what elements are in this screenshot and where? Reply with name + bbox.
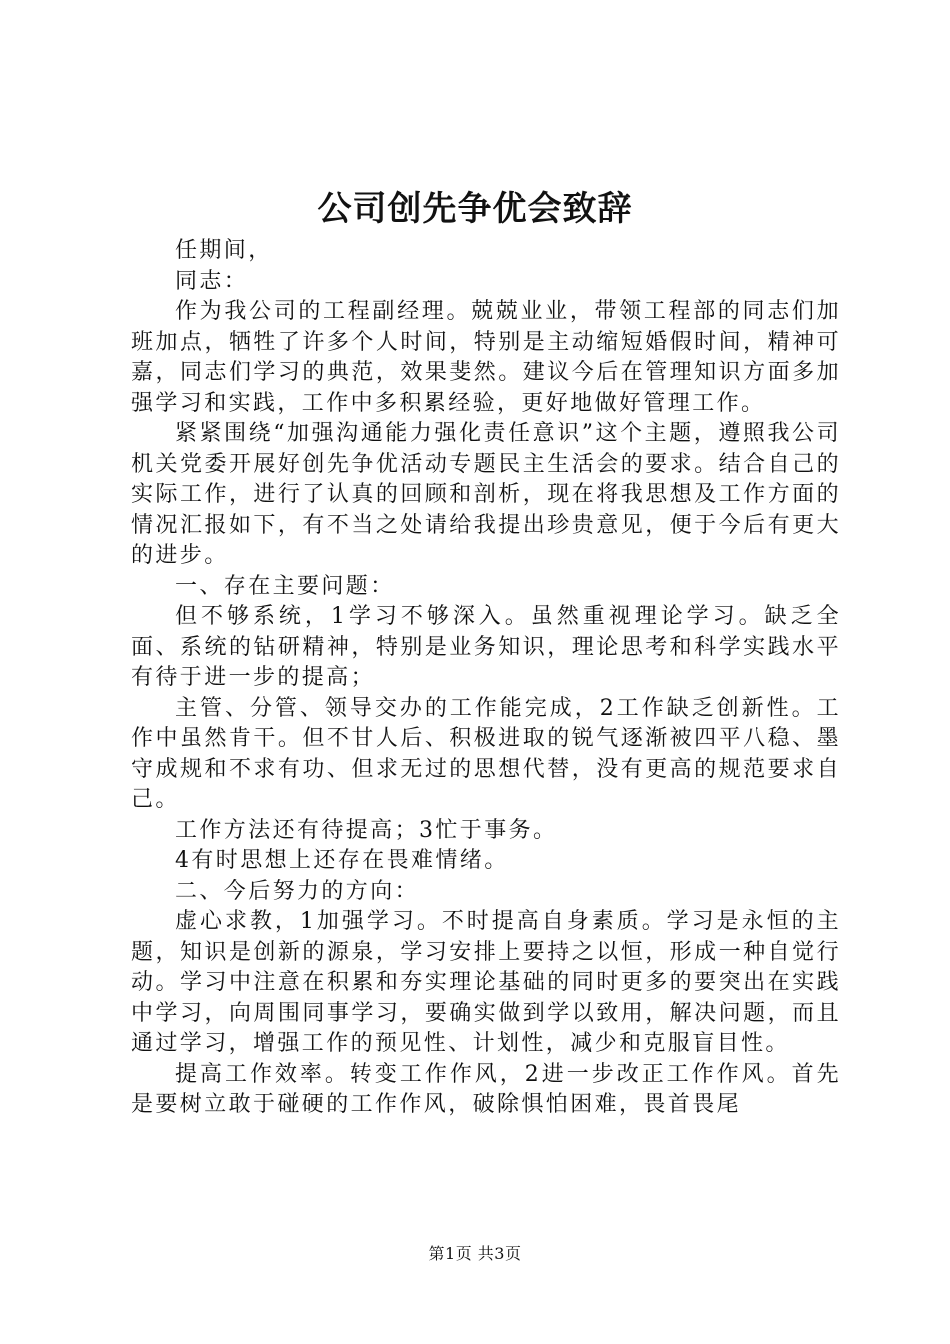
section-heading: 二、今后努力的方向： bbox=[175, 878, 420, 904]
paragraph: 提高工作效率。转变工作作风，2进一步改正工作作风。首先是要树立敢于碰硬的工作作风，破除惧怕困难，畏首畏尾 bbox=[131, 1061, 841, 1117]
paragraph: 但不够系统，1学习不够深入。虽然重视理论学习。缺乏全面、系统的钻研精神，特别是业务知识，理论思考和科学实践水平有待于进一步的提高； bbox=[131, 604, 841, 690]
paragraph: 4有时思想上还存在畏难情绪。 bbox=[175, 848, 509, 873]
paragraph: 工作方法还有待提高；3忙于事务。 bbox=[175, 817, 558, 843]
paragraph: 主管、分管、领导交办的工作能完成，2工作缺乏创新性。工作中虽然肯干。但不甘人后、积极进取的锐气逐渐被四平八稳、墨守成规和不求有功、但求无过的思想代替，没有更高的规范要求自己。 bbox=[131, 695, 841, 812]
paragraph: 虚心求教，1加强学习。不时提高自身素质。学习是永恒的主题，知识是创新的源泉，学习安排上要持之以恒，形成一种自觉行动。学习中注意在积累和夯实理论基础的同时更多的要突出在实践中学习，向周围同事学习，要确实做到学以致用，解决问题，而且通过学习，增强工作的预见性、计划性，减少和克服盲目性。 bbox=[131, 909, 841, 1056]
paragraph: 同志： bbox=[175, 268, 249, 294]
document-title: 公司创先争优会致辞 bbox=[317, 189, 633, 229]
paragraph: 任期间， bbox=[175, 238, 273, 263]
section-heading: 一、存在主要问题： bbox=[175, 573, 395, 599]
document-body bbox=[131, 236, 841, 1121]
page-number-footer: 第1页 共3页 bbox=[428, 1244, 522, 1263]
paragraph: 作为我公司的工程副经理。兢兢业业，带领工程部的同志们加班加点，牺牲了许多个人时间，特别是主动缩短婚假时间，精神可嘉，同志们学习的典范，效果斐然。建议今后在管理知识方面多加强学习和实践，工作中多积累经验，更好地做好管理工作。 bbox=[131, 299, 841, 416]
paragraph: 紧紧围绕“加强沟通能力强化责任意识”这个主题，遵照我公司机关党委开展好创先争优活动专题民主生活会的要求。结合自己的实际工作，进行了认真的回顾和剖析，现在将我思想及工作方面的情况汇报如下，有不当之处请给我提出珍贵意见，便于今后有更大的进步。 bbox=[131, 421, 841, 568]
